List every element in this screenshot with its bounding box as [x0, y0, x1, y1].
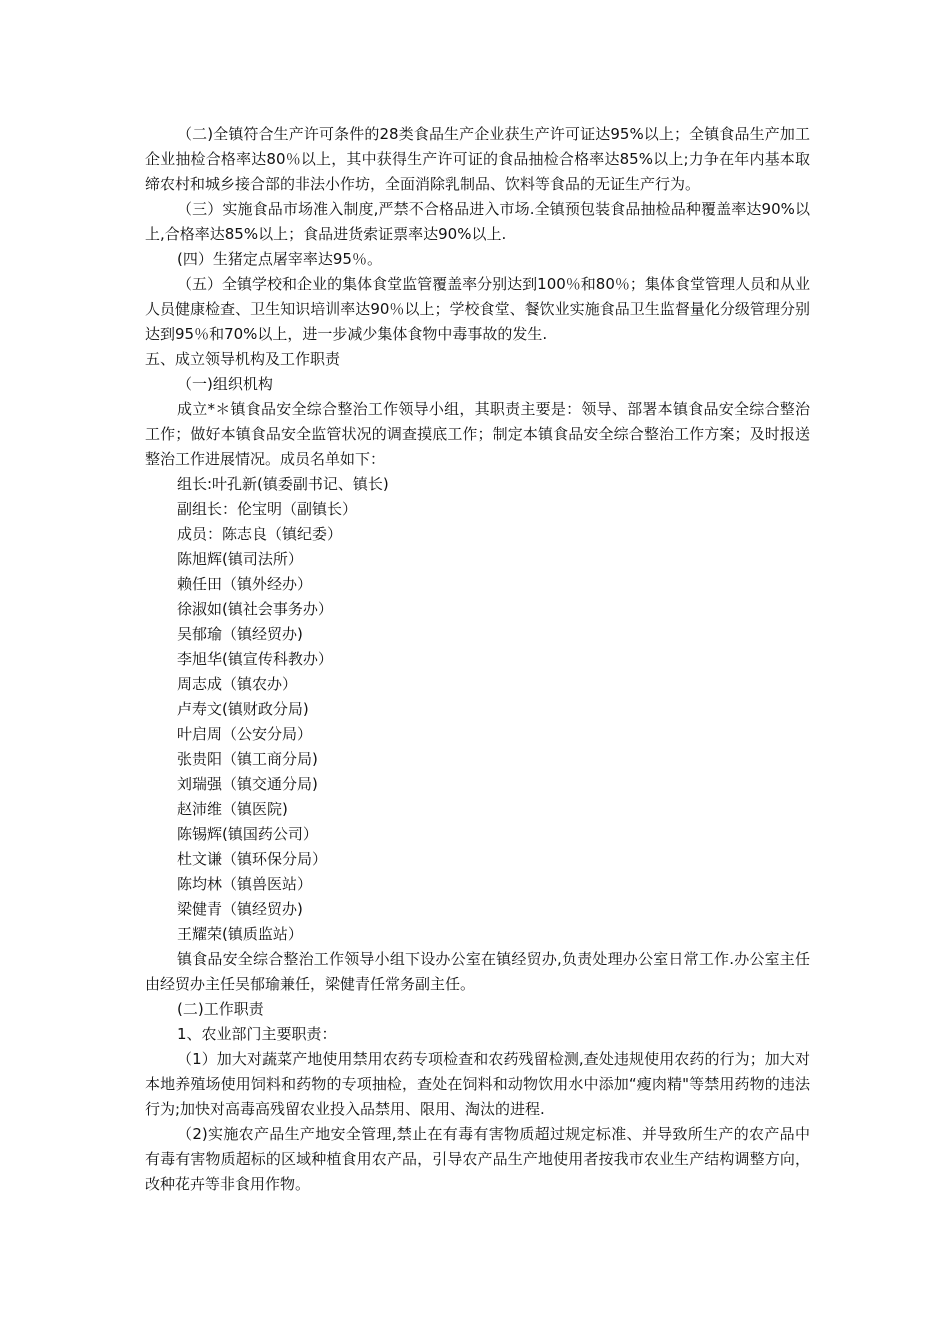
org-paragraph: 成立*＊镇食品安全综合整治工作领导小组，其职责主要是：领导、部署本镇食品安全综合整治工作；做好本镇食品安全监管状况的调查摸底工作；制定本镇食品安全综合整治工作方案；及时报送整治工作进展情况。成员名单如下： — [145, 400, 810, 468]
paragraph-market-access: （三）实施食品市场准入制度,严禁不合格品进入市场.全镇预包装食品抽检品种覆盖率达90%以上,合格率达85%以上；食品进货索证票率达90%以上. — [145, 200, 810, 243]
member-item: 成员：陈志良（镇纪委） — [177, 525, 343, 543]
member-item: 杜文谦（镇环保分局） — [177, 850, 328, 868]
member-item: 陈均林（镇兽医站） — [177, 875, 313, 893]
member-item: 陈锡辉(镇国药公司） — [177, 825, 318, 843]
duty-heading: (二)工作职责 — [177, 1000, 264, 1018]
document-body — [145, 122, 810, 1197]
agri-item: （1）加大对蔬菜产地使用禁用农药专项检查和农药残留检测,查处违规使用农药的行为；加大对本地养殖场使用饲料和药物的专项抽检，查处在饲料和动物饮用水中添加“瘦肉精"等禁用药物的违法行为;加快对高毒高残留农业投入品禁用、限用、淘汰的进程. — [145, 1050, 810, 1118]
member-item: 赖任田（镇外经办） — [177, 575, 313, 593]
member-item: 王耀荣(镇质监站） — [177, 925, 303, 943]
member-item: 赵沛维（镇医院) — [177, 800, 288, 818]
member-list — [145, 472, 810, 947]
member-item: 刘瑞强（镇交通分局) — [177, 775, 318, 793]
office-paragraph: 镇食品安全综合整治工作领导小组下设办公室在镇经贸办,负责处理办公室日常工作.办公室主任由经贸办主任吴郁瑜兼任，梁健青任常务副主任。 — [145, 950, 810, 993]
paragraph-slaughter-rate: (四）生猪定点屠宰率达95％。 — [177, 250, 382, 268]
member-item: 李旭华(镇宣传科教办） — [177, 650, 333, 668]
member-item: 徐淑如(镇社会事务办） — [177, 600, 333, 618]
member-item: 梁健青（镇经贸办) — [177, 900, 303, 918]
member-item: 张贵阳（镇工商分局) — [177, 750, 318, 768]
paragraph-canteen-supervision: （五）全镇学校和企业的集体食堂监管覆盖率分别达到100％和80％；集体食堂管理人员和从业人员健康检查、卫生知识培训率达90％以上；学校食堂、餐饮业实施食品卫生监督量化分级管理分别达到95％和70%以上，进一步减少集体食物中毒事故的发生. — [145, 275, 810, 343]
member-item: 叶启周（公安分局） — [177, 725, 313, 743]
member-item: 组长:叶孔新(镇委副书记、镇长) — [177, 475, 389, 493]
member-item: 陈旭辉(镇司法所） — [177, 550, 303, 568]
agri-item: （2)实施农产品生产地安全管理,禁止在有毒有害物质超过规定标准、并导致所生产的农产品中有毒有害物质超标的区域种植食用农产品，引导农产品生产地使用者按我市农业生产结构调整方向，改种花卉等非食用作物。 — [145, 1125, 810, 1193]
agri-heading: 1、农业部门主要职责： — [177, 1025, 337, 1043]
member-item: 副组长：伦宝明（副镇长） — [177, 500, 358, 518]
member-item: 卢寿文(镇财政分局) — [177, 700, 309, 718]
member-item: 周志成（镇农办） — [177, 675, 298, 693]
member-item: 吴郁瑜（镇经贸办) — [177, 625, 303, 643]
section-five-title: 五、成立领导机构及工作职责 — [145, 350, 341, 368]
paragraph-production-license: （二)全镇符合生产许可条件的28类食品生产企业获生产许可证达95%以上；全镇食品生产加工企业抽检合格率达80％以上，其中获得生产许可证的食品抽检合格率达85%以上;力争在年内基本取缔农村和城乡接合部的非法小作坊，全面消除乳制品、饮料等食品的无证生产行为。 — [145, 125, 810, 193]
org-heading: （一)组织机构 — [177, 375, 273, 393]
